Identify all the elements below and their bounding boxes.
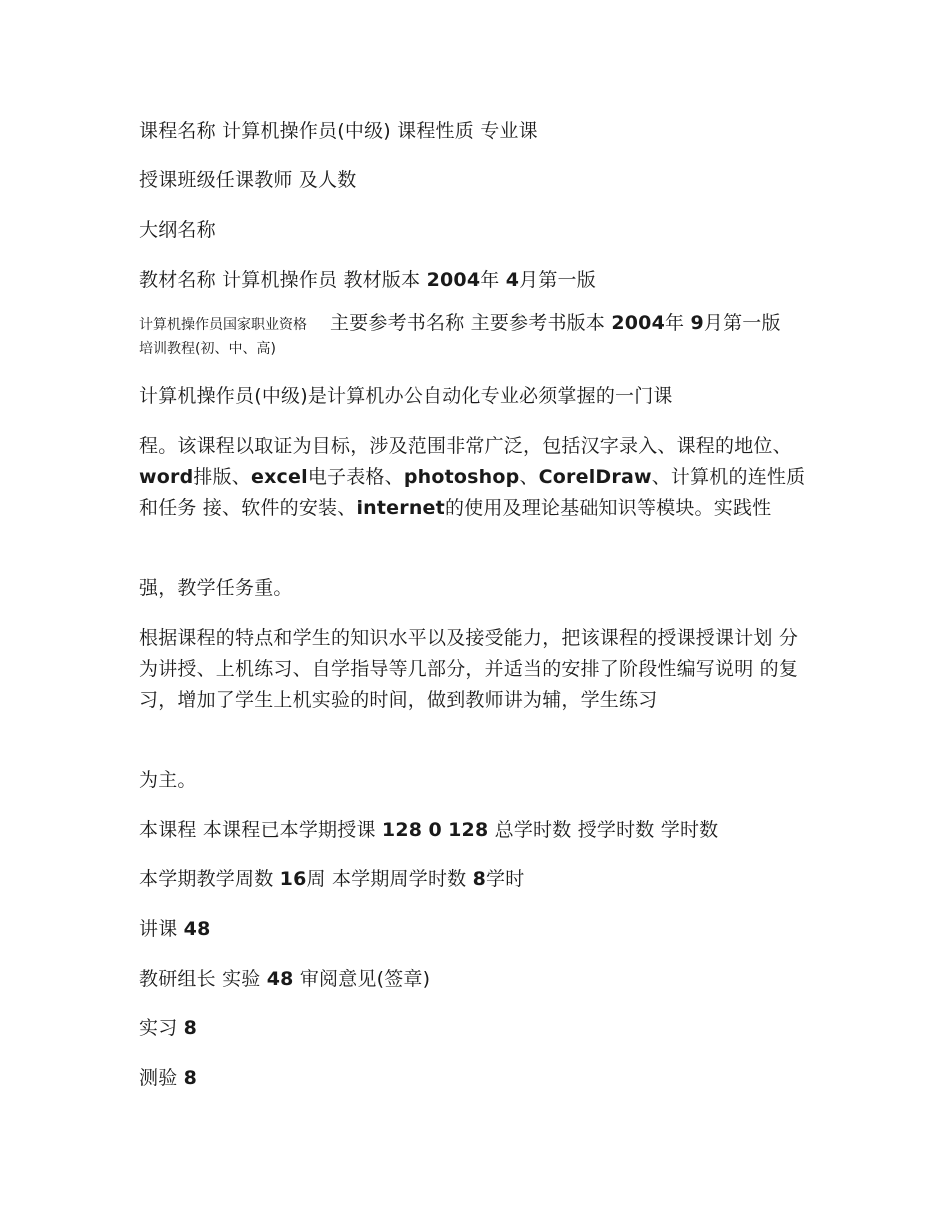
description-p2-text-e: 、计算机的连性质和任务 接、软件的安装、 [139,466,806,519]
weekly-hours-label: 本学期周学时数 [331,868,467,890]
textbook-name-label: 教材名称 [139,269,216,291]
reference-version-year: 2004 [611,312,665,334]
reference-line [330,308,781,339]
description-p2-photoshop: photoshop [403,466,520,488]
practice-label: 实习 [139,1017,178,1039]
reference-book-line1: 计算机操作员国家职业资格 [139,317,307,333]
reference-book-line2: 培训教程(初、中、高) [139,341,276,357]
reference-version-label: 主要参考书版本 [470,312,606,334]
lab-value: 48 [266,968,294,990]
practice-line [139,1013,197,1044]
reference-year-unit: 年 [665,312,685,334]
textbook-name-value: 计算机操作员 [222,269,338,291]
description-p2-text-a: 程。该课程以取证为目标，涉及范围非常广泛，包括汉字录入、课程的地位、 [139,435,792,457]
course-name-value: 计算机操作员(中级) [222,120,391,142]
textbook-year-unit: 年 [480,269,500,291]
test-label: 测验 [139,1067,178,1089]
outline-name-label: 大纲名称 [139,219,216,241]
course-info-line [139,116,538,147]
practice-value: 8 [183,1017,198,1039]
reference-version-month: 9 [690,312,704,334]
lab-label: 实验 [222,968,261,990]
description-p2-text-d: 、 [519,466,539,488]
reference-book-title [139,313,307,361]
lecture-line [139,914,211,945]
lab-line [139,964,430,995]
course-nature-value: 专业课 [480,120,538,142]
weeks-value: 16 [279,868,307,890]
hours-label: 学时数 [660,819,719,841]
description-p2-internet: internet [356,497,445,519]
count-label: 及人数 [298,169,357,191]
hours-remaining: 128 [448,819,489,841]
class-teacher-label: 授课班级任课教师 [139,169,293,191]
review-label: 审阅意见(签章) [299,968,431,990]
textbook-version-label: 教材版本 [343,269,421,291]
weeks-unit: 周 [306,868,326,890]
hours-taught: 0 [428,819,442,841]
course-nature-label: 课程性质 [397,120,474,142]
hours-label-a: 本课程 [139,819,197,841]
description-p2-word: word [139,466,194,488]
textbook-version-year: 2004 [426,269,481,291]
description-p2 [139,431,814,524]
leader-label: 教研组长 [139,968,216,990]
description-p2-text-f: 的使用及理论基础知识等模块。实践性 [444,497,772,519]
hours-total-label: 总学时数 [494,819,572,841]
hours-taught-label: 授学时数 [577,819,655,841]
reference-name-label: 主要参考书名称 [330,312,465,334]
lecture-value: 48 [183,918,211,940]
description-p2-text-b: 排版、 [193,466,251,488]
description-p2-coreldraw: CorelDraw [538,466,652,488]
description-p2-text-c: 电子表格、 [307,466,404,488]
weekly-hours-value: 8 [472,868,487,890]
course-name-label: 课程名称 [139,120,216,142]
textbook-line [139,265,596,296]
test-value: 8 [183,1067,198,1089]
description-p3: 强，教学任务重。 [139,577,293,599]
description-p2-excel: excel [251,466,308,488]
outline-name-line [139,215,216,246]
weekly-hours-unit: 学时 [486,868,525,890]
textbook-version-rest: 月第一版 [519,269,596,291]
description-p5: 为主。 [139,769,197,791]
hours-total: 128 [381,819,423,841]
lecture-label: 讲课 [139,918,178,940]
description-p4: 根据课程的特点和学生的知识水平以及接受能力，把该课程的授课授课计划 分为讲授、上机练习、自学指导等几部分，并适当的安排了阶段性编写说明 的复习，增加了学生上机实验的时间，做到教师讲为辅，学生练习 [139,627,799,711]
hours-line [139,815,718,846]
reference-version-rest: 月第一版 [703,312,781,334]
description-p1: 计算机操作员(中级)是计算机办公自动化专业必须掌握的一门课 [139,385,673,407]
test-line [139,1063,197,1094]
hours-label-b: 本课程已本学期授课 [202,819,376,841]
teaching-info-line [139,165,356,196]
weeks-line [139,864,524,895]
textbook-version-month: 4 [505,269,520,291]
weeks-label: 本学期教学周数 [139,868,274,890]
